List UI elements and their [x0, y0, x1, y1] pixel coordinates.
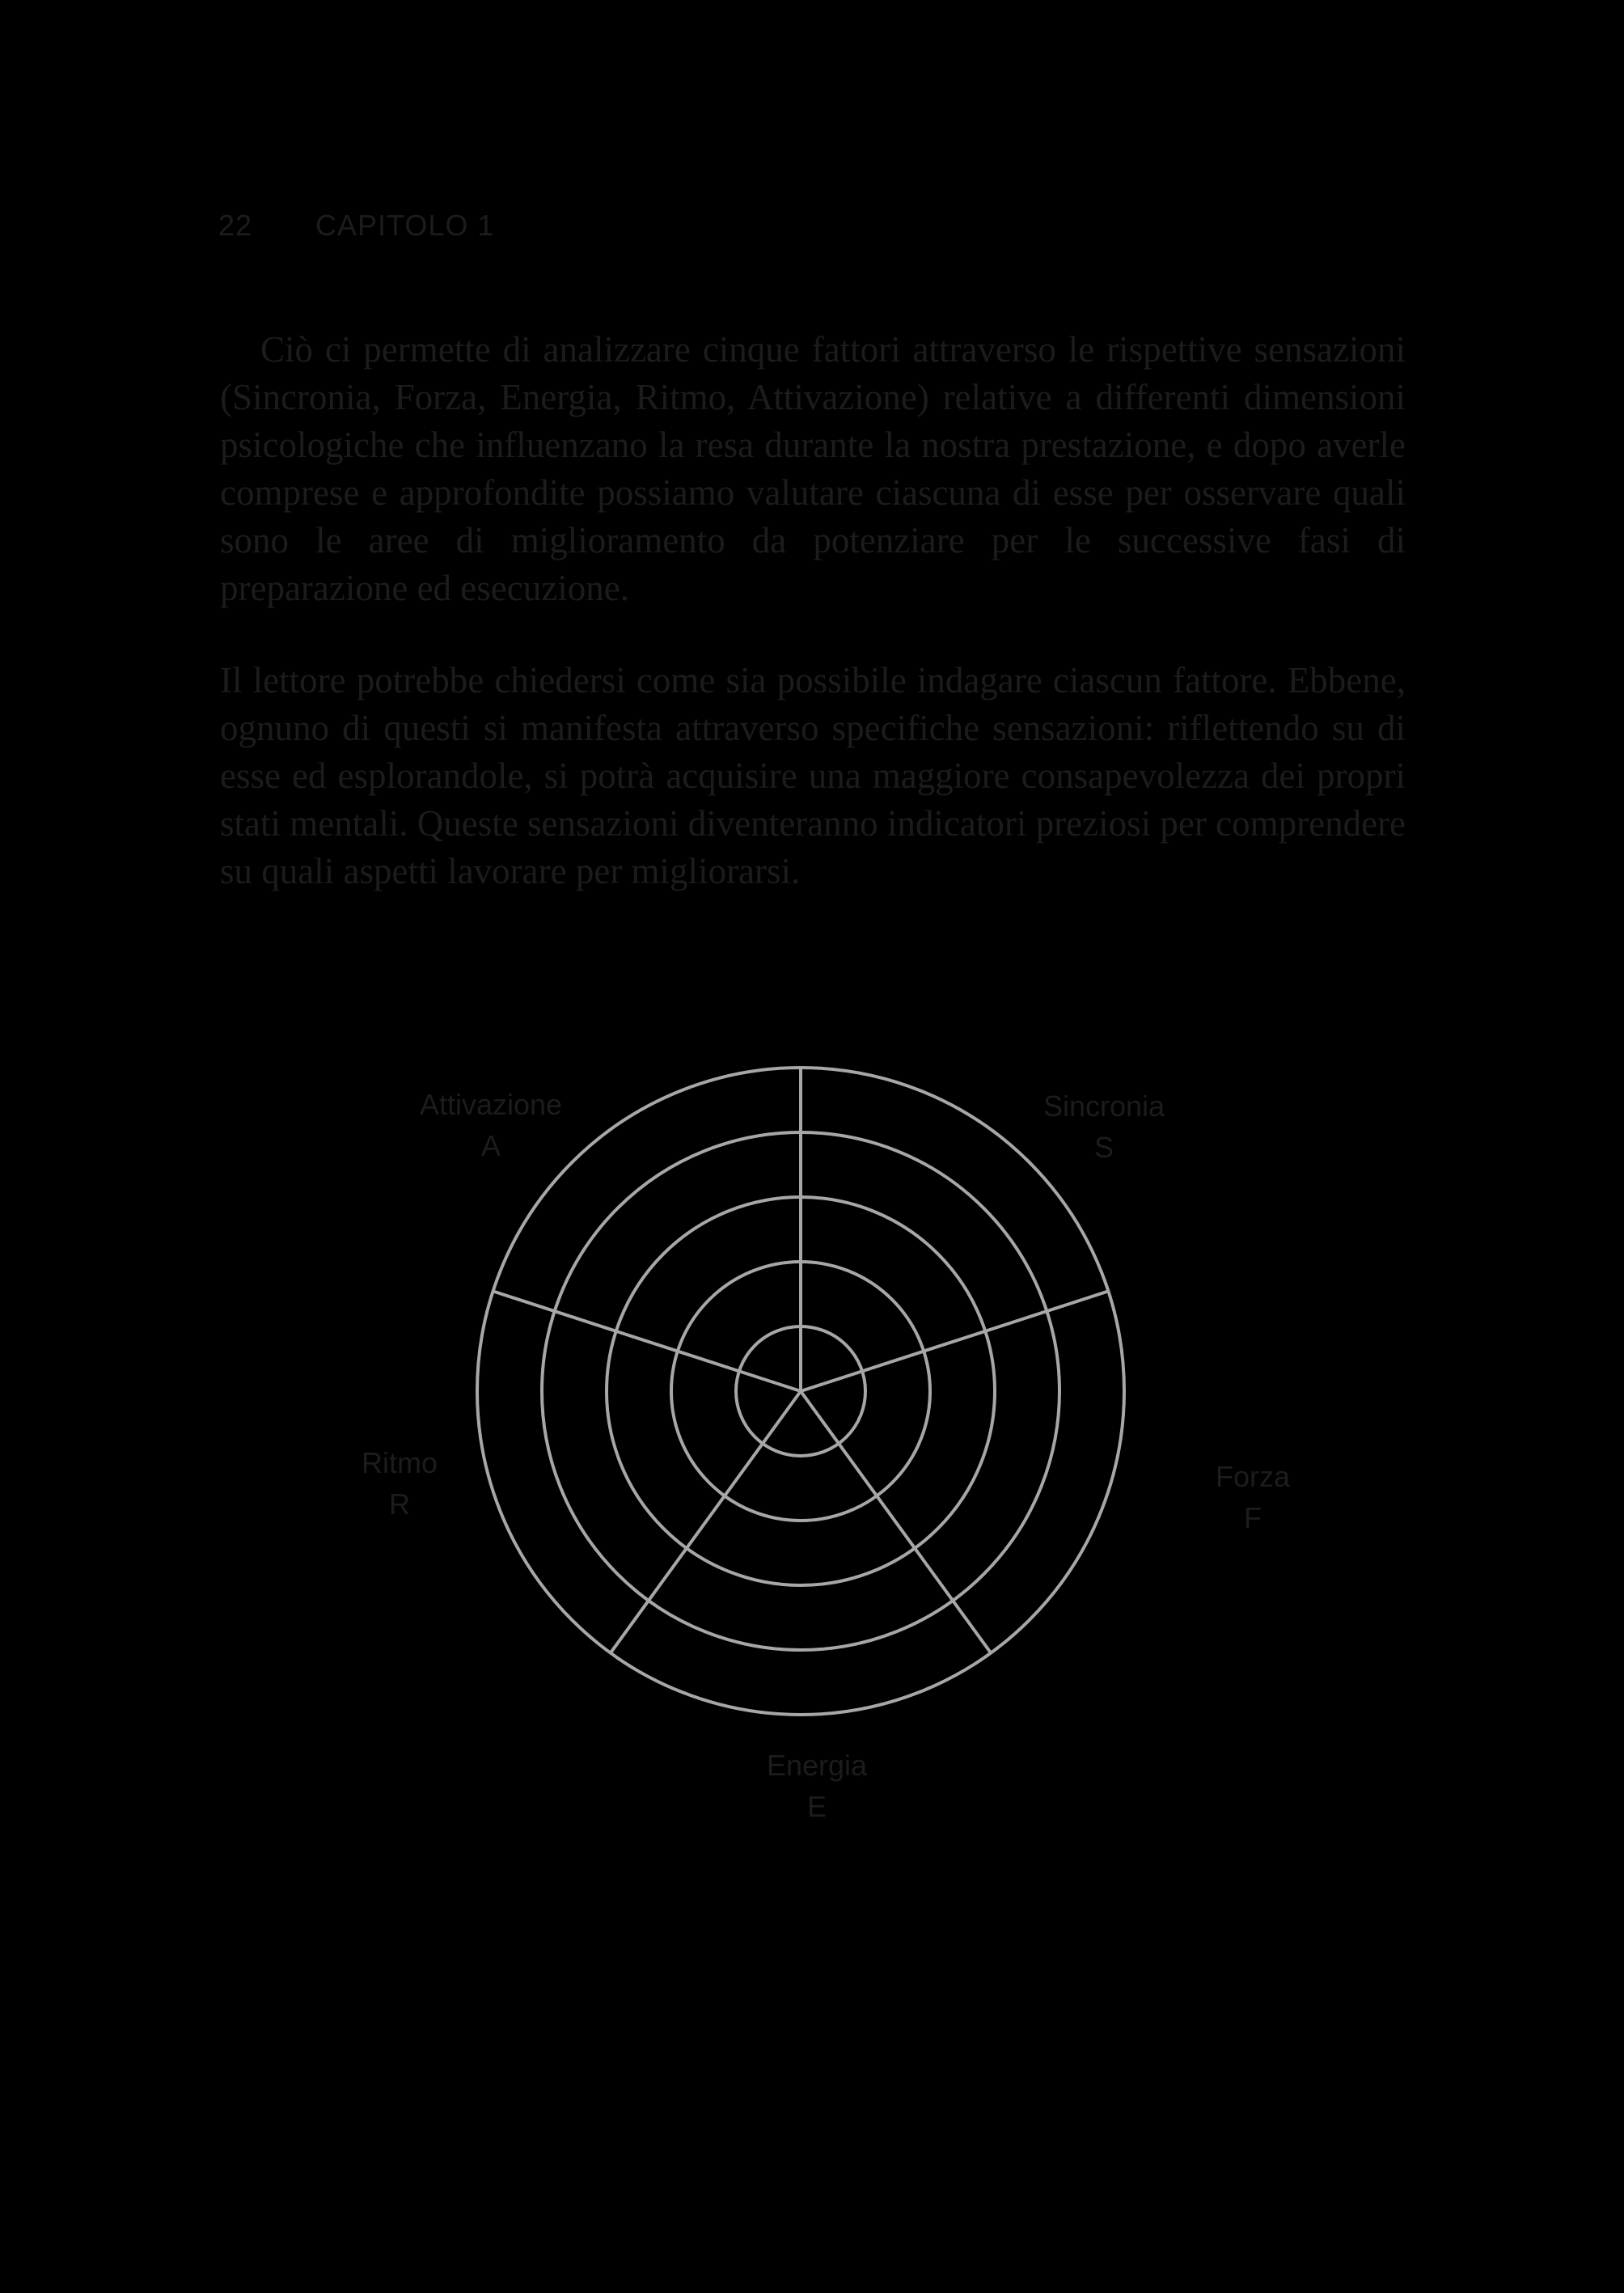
axis-label-sincronia — [1043, 1089, 1165, 1164]
radar-spoke-ritmo — [611, 1391, 801, 1653]
radar-spoke-energia — [801, 1391, 991, 1653]
axis-label-attivazione — [420, 1088, 562, 1162]
radar-spoke-attivazione — [493, 1291, 801, 1391]
axis-abbr-energia: E — [806, 1790, 827, 1823]
page-number: 22 — [218, 209, 253, 242]
axis-name-attivazione: Attivazione — [419, 1088, 563, 1121]
axis-label-ritmo — [362, 1446, 438, 1521]
axis-name-forza: Forza — [1215, 1460, 1291, 1493]
axis-abbr-forza: F — [1244, 1501, 1262, 1534]
axis-name-energia: Energia — [766, 1749, 868, 1782]
radar-spoke-forza — [801, 1291, 1108, 1391]
chapter-title: CAPITOLO 1 — [315, 209, 495, 242]
axis-label-forza — [1216, 1460, 1291, 1534]
paragraph-1: Ciò ci permette di analizzare cinque fattori attraverso le rispettive sensazioni (Sincronia, Forza, Energia, Ritmo, Attivazione) relative a differenti dimensioni psicologiche che influenzano la resa durante la nostra prestazione, e dopo averle comprese e approfondite possiamo valutare ciascuna di esse per osservare quali sono le aree di miglioramento da potenziare per le successive fasi di preparazione ed esecuzione. — [220, 329, 1406, 608]
axis-name-sincronia: Sincronia — [1042, 1089, 1165, 1123]
axis-abbr-attivazione: A — [480, 1129, 501, 1162]
paragraph-2: Il lettore potrebbe chiedersi come sia possibile indagare ciascun fattore. Ebbene, ognuno di questi si manifesta attraverso specifiche sensazioni: riflettendo su di esse ed esplorandole, si potrà acquisire una maggiore consapevolezza dei propri stati mentali. Queste sensazioni diventeranno indicatori preziosi per comprendere su quali aspetti lavorare per migliorarsi. — [220, 660, 1406, 891]
axis-abbr-sincronia: S — [1093, 1131, 1114, 1164]
axis-label-energia — [767, 1749, 868, 1823]
axis-abbr-ritmo: R — [389, 1487, 410, 1521]
radar-spokes — [493, 1068, 1109, 1653]
axis-name-ritmo: Ritmo — [361, 1446, 438, 1479]
